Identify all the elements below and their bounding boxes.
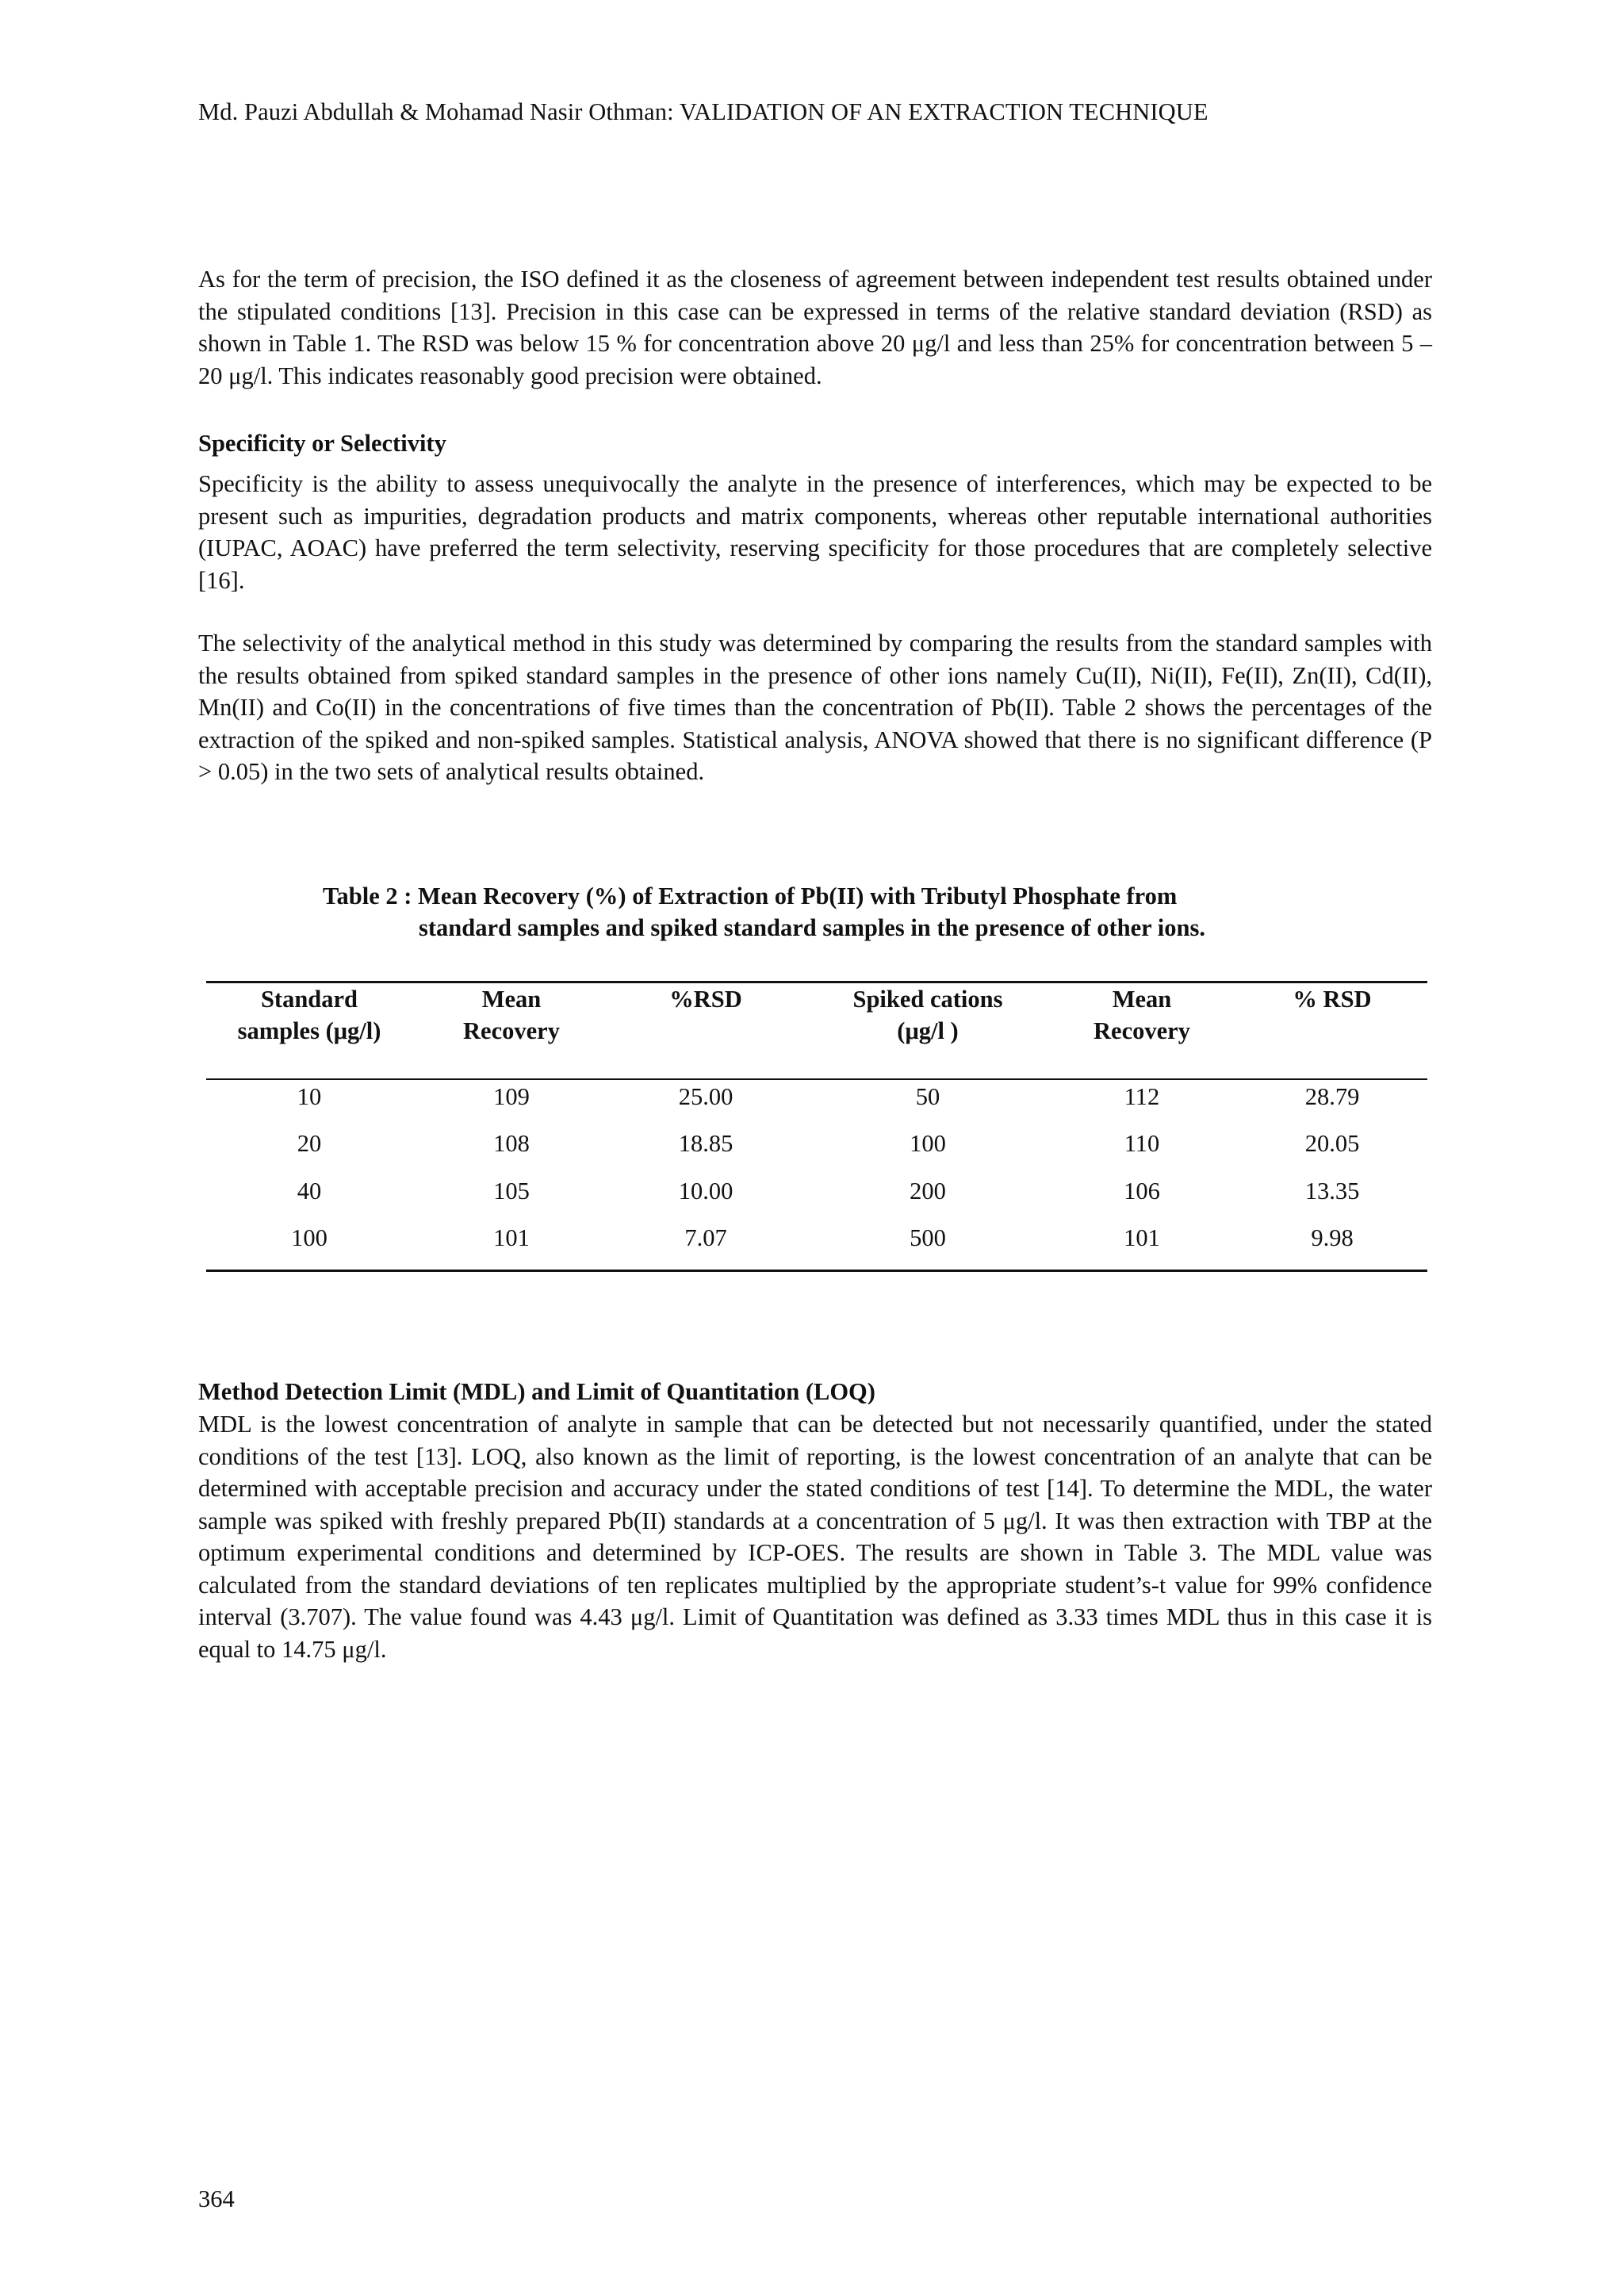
table-cell: 13.35	[1304, 1178, 1360, 1204]
table-header-rule	[206, 1078, 1427, 1080]
table-header-standard-samples: Standard samples (μg/l)	[237, 986, 381, 1044]
table-cell: 110	[1124, 1130, 1160, 1157]
table-cell: 10	[297, 1083, 322, 1110]
running-header: Md. Pauzi Abdullah & Mohamad Nasir Othman: VALIDATION OF AN EXTRACTION TECHNIQUE	[198, 98, 1208, 125]
table-caption-line-2: standard samples and spiked standard samples in the presence of other ions.	[419, 914, 1205, 941]
selectivity-paragraph: The selectivity of the analytical method in this study was determined by comparing the results from the standard samples with the results obtained from spiked standard samples in the presence of other ions namely Cu(II), Ni(II), Fe(II), Zn(II), Cd(II), Mn(II) and Co(II) in the concentrations of five times than the concentration of Pb(II). Table 2 shows the percentages of the extraction of the spiked and non-spiked samples. Statistical analysis, ANOVA showed that there is no significant difference (P > 0.05) in the two sets of analytical results obtained.	[198, 630, 1432, 785]
table-cell: 100	[291, 1224, 327, 1251]
table-header-spiked-cations: Spiked cations (μg/l )	[852, 986, 1003, 1044]
table-cell: 9.98	[1311, 1224, 1354, 1251]
table-cell: 40	[297, 1178, 322, 1204]
table-header-rsd: %RSD	[669, 986, 742, 1013]
table-cell: 105	[493, 1178, 530, 1204]
table-cell: 101	[493, 1224, 530, 1251]
specificity-heading: Specificity or Selectivity	[198, 430, 446, 457]
table-cell: 50	[915, 1083, 940, 1110]
table-cell: 100	[910, 1130, 946, 1157]
page-number: 364	[198, 2185, 235, 2212]
table-bottom-rule	[206, 1270, 1427, 1272]
table-cell: 7.07	[684, 1224, 727, 1251]
table-cell: 108	[493, 1130, 530, 1157]
table-cell: 25.00	[678, 1083, 733, 1110]
table-cell: 109	[493, 1083, 530, 1110]
table-caption-line-1: Table 2 : Mean Recovery (%) of Extraction of Pb(II) with Tributyl Phosphate from	[323, 883, 1178, 910]
table-cell: 18.85	[678, 1130, 733, 1157]
table-cell: 20	[297, 1130, 322, 1157]
table-cell: 28.79	[1304, 1083, 1360, 1110]
table-cell: 106	[1124, 1178, 1160, 1204]
specificity-paragraph: Specificity is the ability to assess unequivocally the analyte in the presence of interferences, which may be expected to be present such as impurities, degradation products and matrix components, whereas other reputable international authorities (IUPAC, AOAC) have preferred the term selectivity, reserving specificity for those procedures that are completely selective [16].	[198, 470, 1432, 594]
precision-paragraph: As for the term of precision, the ISO defined it as the closeness of agreement between independent test results obtained under the stipulated conditions [13]. Precision in this case can be expressed in terms of the relative standard deviation (RSD) as shown in Table 1. The RSD was below 15 % for concentration above 20 μg/l and less than 25% for concentration between 5 – 20 μg/l. This indicates reasonably good precision were obtained.	[198, 266, 1432, 389]
table-cell: 500	[910, 1224, 946, 1251]
table-cell: 112	[1124, 1083, 1160, 1110]
table-cell: 20.05	[1304, 1130, 1360, 1157]
mdl-paragraph: MDL is the lowest concentration of analyte in sample that can be detected but not necessarily quantified, under the stated conditions of the test [13]. LOQ, also known as the limit of reporting, is the lowest concentration of an analyte that can be determined with acceptable precision and accuracy under the stated conditions of test [14]. To determine the MDL, the water sample was spiked with freshly prepared Pb(II) standards at a concentration of 5 μg/l. It was then extraction with TBP at the optimum experimental conditions and determined by ICP-OES. The results are shown in Table 3. The MDL value was calculated from the standard deviations of ten replicates multiplied by the appropriate student’s-t value for 99% confidence interval (3.707). The value found was 4.43 μg/l. Limit of Quantitation was defined as 3.33 times MDL thus in this case it is equal to 14.75 μg/l.	[198, 1411, 1432, 1663]
table-header-mean-recovery: Mean Recovery	[463, 986, 560, 1044]
table-header-rsd-spiked: % RSD	[1293, 986, 1372, 1013]
table-header-mean-recovery-spiked: Mean Recovery	[1094, 986, 1190, 1044]
table-cell: 10.00	[678, 1178, 733, 1204]
table-cell: 200	[910, 1178, 946, 1204]
table-cell: 101	[1124, 1224, 1160, 1251]
mdl-heading: Method Detection Limit (MDL) and Limit of Quantitation (LOQ)	[198, 1378, 875, 1405]
